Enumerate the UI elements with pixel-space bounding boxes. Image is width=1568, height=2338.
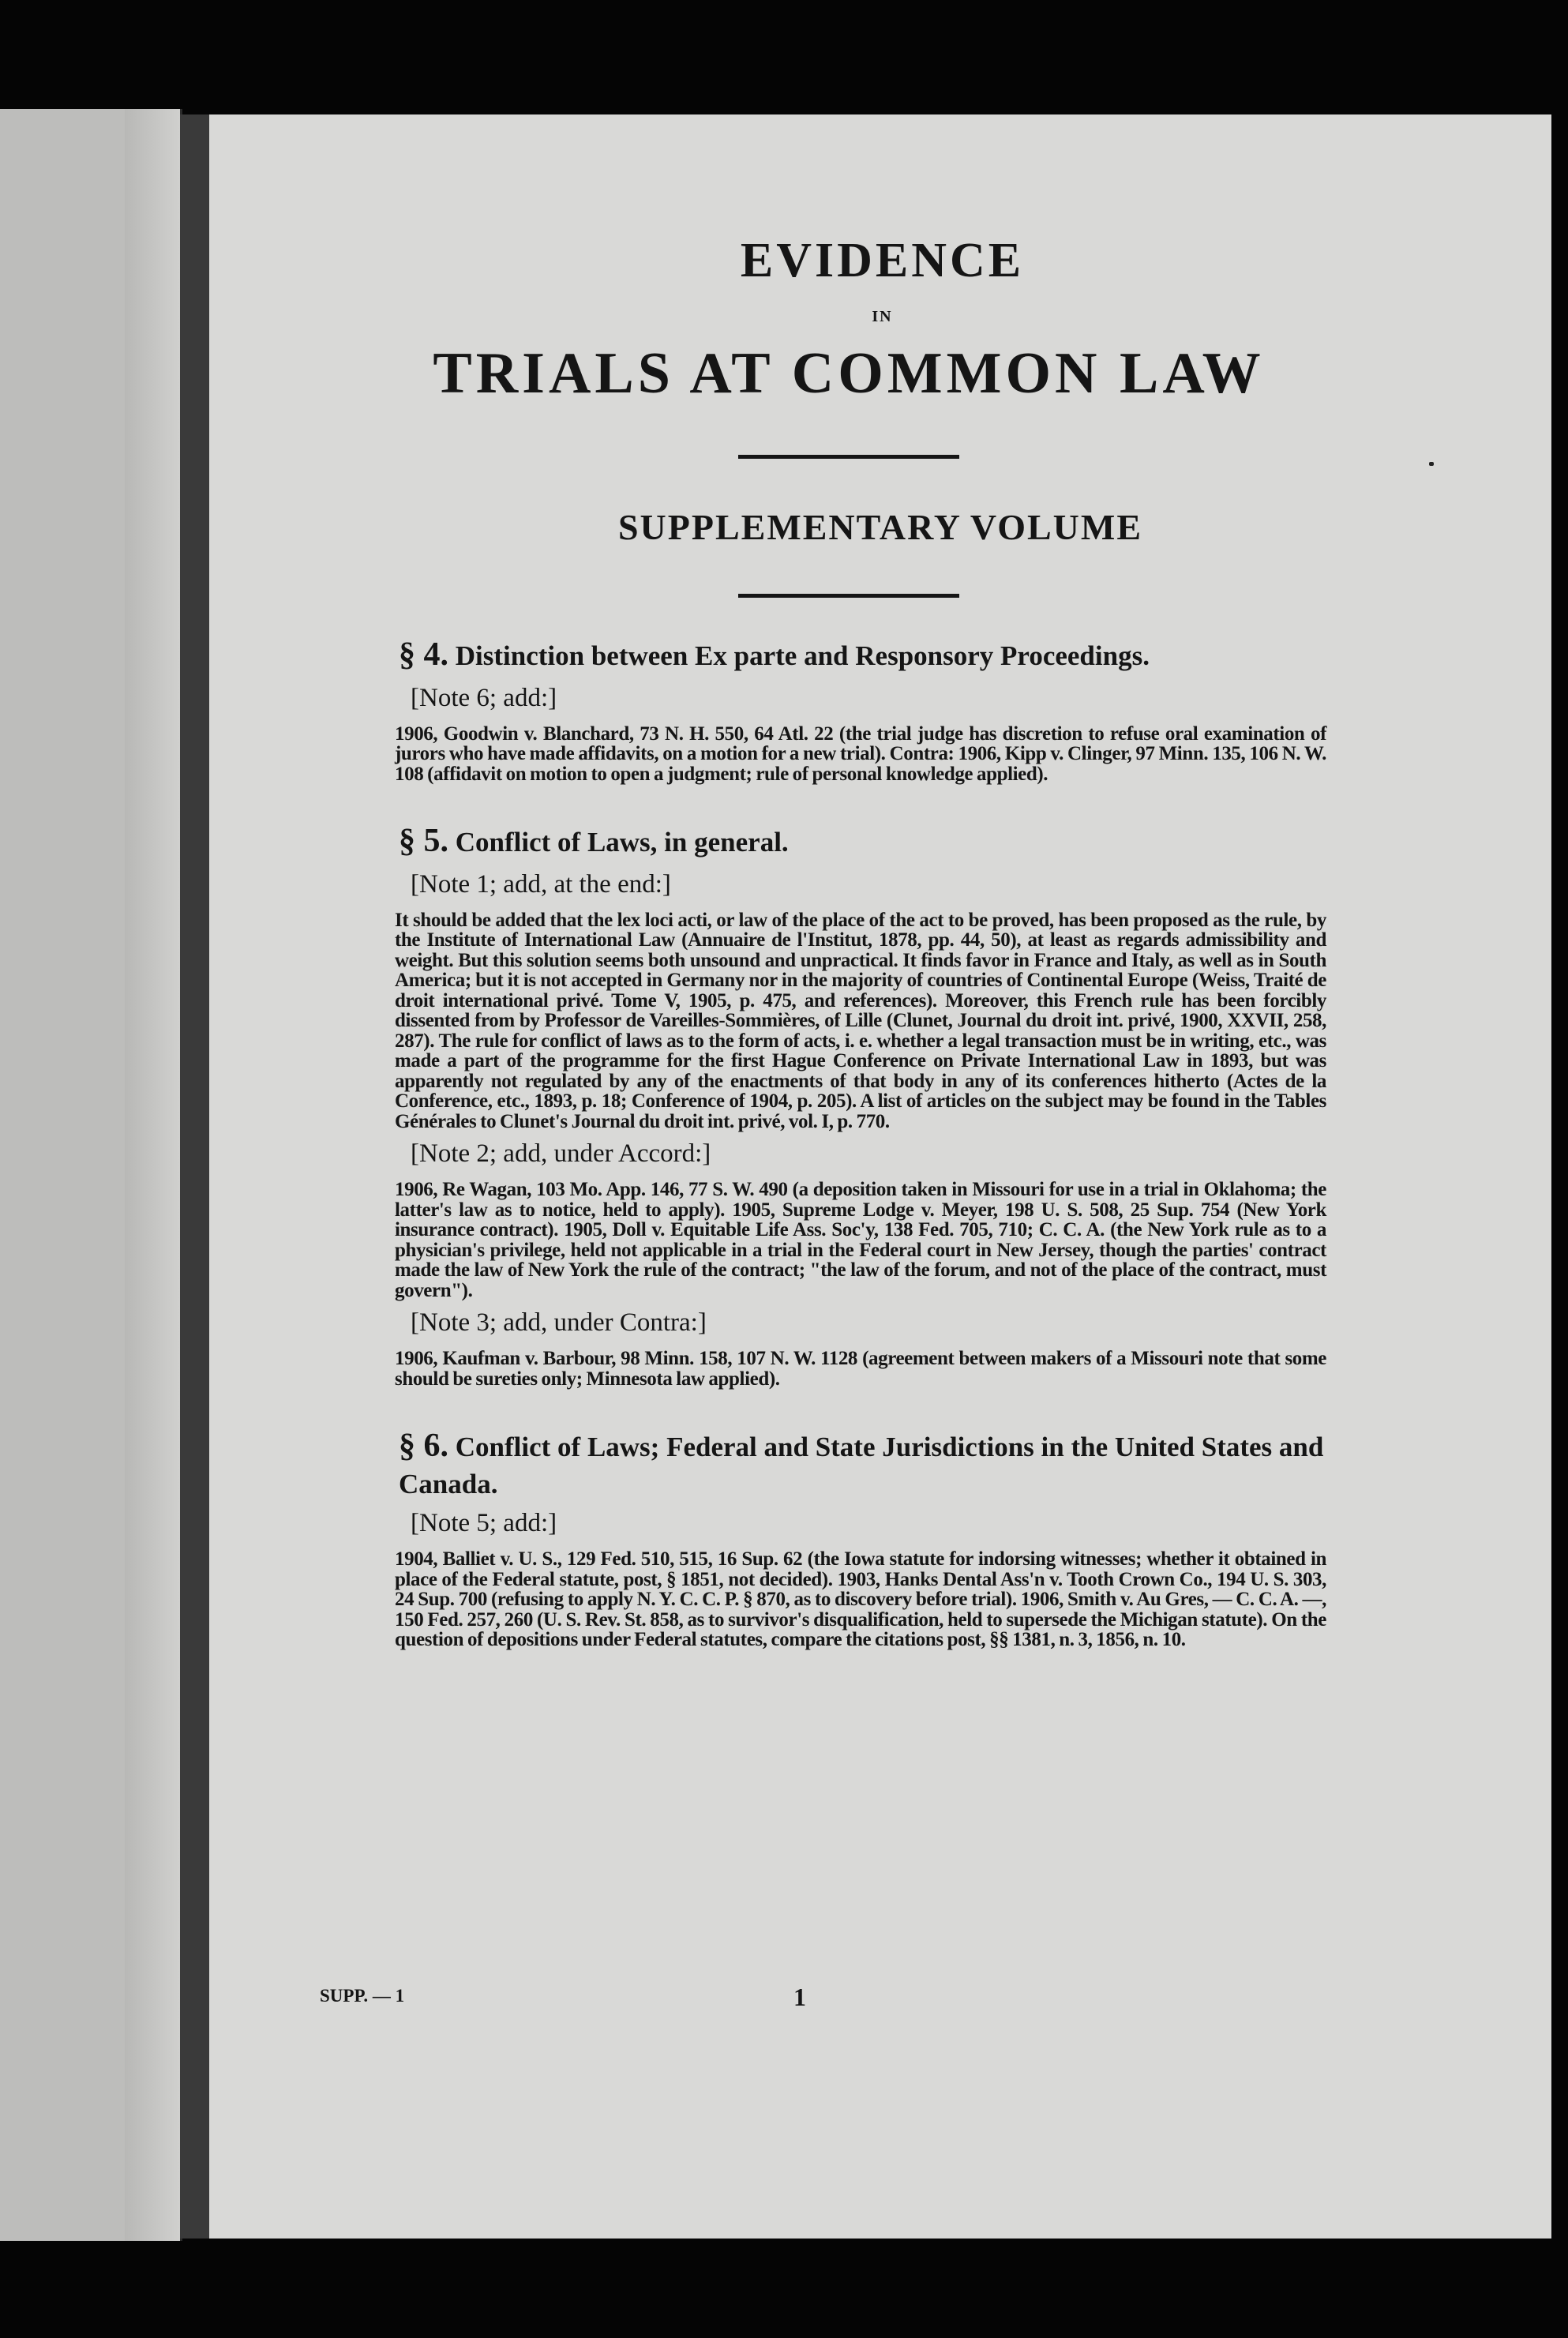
note-label: [Note 3; add, under Contra:]: [411, 1308, 707, 1337]
section-number: § 4.: [399, 636, 448, 673]
note-text: It should be added that the lex loci acti, or law of the place of the act to be proved, has been proposed as the rule, by the Institute of International Law (Annuaire de l'Institut, 1878, pp. 44, 50), at least as regards admissibility and weight. But this solution seems both unsound and unpractical. It finds favor in France and Italy, as well as in South America; but it is not accepted in Germany nor in the majority of countries of Continental Europe (Weiss, Traité de droit international privé. Tome V, 1905, p. 475, and references). Moreover, this French rule has been forcibly dissented from by Professor de Vareilles-Sommières, of Lille (Clunet, Journal du droit int. privé, 1900, XXVII, 258, 287). The rule for conflict of laws as to the form of acts, i. e. whether a legal transaction must be in writing, etc., was made a part of the programme for the first Hague Conference on Private International Law in 1893, but was apparently not regulated by any of the enactments of that body in any of its conferences hitherto (Actes de la Conference, etc., 1893, p. 18; Conference of 1904, p. 205). A list of articles on the subject may be found in the Tables Générales to Clunet's Journal du droit int. privé, vol. I, p. 770.: [395, 909, 1326, 1132]
section-title: Conflict of Laws; Federal and State Jurisdictions in the United States and Canada.: [399, 1432, 1324, 1499]
note-text: 1904, Balliet v. U. S., 129 Fed. 510, 515, 16 Sup. 62 (the Iowa statute for indorsing witnesses; whether it obtained in place of the Federal statute, post, § 1851, not decided). 1903, Hanks Dental Ass'n v. Tooth Crown Co., 194 U. S. 303, 24 Sup. 700 (refusing to apply N. Y. C. C. P. § 870, as to discovery before trial). 1906, Smith v. Au Gres, — C. C. A. —, 150 Fed. 257, 260 (U. S. Rev. St. 858, as to survivor's disqualification, held to supersede the Michigan statute). On the question of depositions under Federal statutes, compare the citations post, §§ 1381, n. 3, 1856, n. 10.: [395, 1548, 1326, 1651]
note-label: [Note 2; add, under Accord:]: [411, 1139, 711, 1168]
page-number: 1: [793, 1983, 806, 2011]
page-content: [316, 114, 1326, 1650]
section-4: [395, 634, 1326, 784]
title-trials: TRIALS AT COMMON LAW: [433, 341, 1265, 406]
section-heading: [399, 634, 1326, 676]
note-label: [Note 6; add:]: [411, 683, 557, 712]
page-speck: [1429, 462, 1434, 466]
note-text: 1906, Re Wagan, 103 Mo. App. 146, 77 S. W. 490 (a deposition taken in Missouri for use in a trial in Oklahoma; the latter's law as to notice, held to apply). 1905, Supreme Lodge v. Meyer, 198 U. S. 508, 25 Sup. 754 (New York insurance contract). 1905, Doll v. Equitable Life Ass. Soc'y, 138 Fed. 705, 710; C. C. A. (the New York rule as to a physician's privilege, held not applicable in a trial in the Federal court in New Jersey, though the parties' contract made the law of New York the rule of the contract; "the law of the forum, and not of the place of the contract, must govern").: [395, 1179, 1326, 1301]
note-text: 1906, Kaufman v. Barbour, 98 Minn. 158, 107 N. W. 1128 (agreement between makers of a Missouri note that some should be sureties only; Minnesota law applied).: [395, 1348, 1326, 1390]
facing-page-gutter: [125, 109, 180, 2241]
section-number: § 5.: [399, 823, 448, 859]
title-supplementary: SUPPLEMENTARY VOLUME: [617, 507, 1143, 547]
section-heading: [399, 1425, 1326, 1501]
signature-mark: SUPP. — 1: [320, 1986, 405, 2006]
section-title: Distinction between Ex parte and Responsory Proceedings.: [455, 640, 1150, 671]
facing-page-edge: [0, 109, 182, 2241]
section-5: [395, 820, 1326, 1389]
title-evidence: EVIDENCE: [740, 234, 1025, 287]
section-title: Conflict of Laws, in general.: [455, 827, 789, 858]
page-footer: [320, 1983, 1267, 2011]
book-page: [209, 114, 1551, 2239]
section-heading: [399, 820, 1326, 862]
note-label: [Note 5; add:]: [411, 1509, 557, 1538]
note-text: 1906, Goodwin v. Blanchard, 73 N. H. 550, 64 Atl. 22 (the trial judge has discretion to refuse oral examination of jurors who have made affidavits, on a motion for a new trial). Contra: 1906, Kipp v. Clinger, 97 Minn. 135, 106 N. W. 108 (affidavit on motion to open a judgment; rule of personal knowledge applied).: [395, 722, 1326, 785]
page-gutter: [180, 114, 209, 2239]
title-rule-top: [738, 455, 959, 459]
section-number: § 6.: [399, 1428, 448, 1464]
title-rule-bottom: [738, 594, 959, 598]
note-label: [Note 1; add, at the end:]: [411, 869, 671, 899]
title-in: IN: [872, 308, 893, 325]
section-6: [395, 1425, 1326, 1650]
